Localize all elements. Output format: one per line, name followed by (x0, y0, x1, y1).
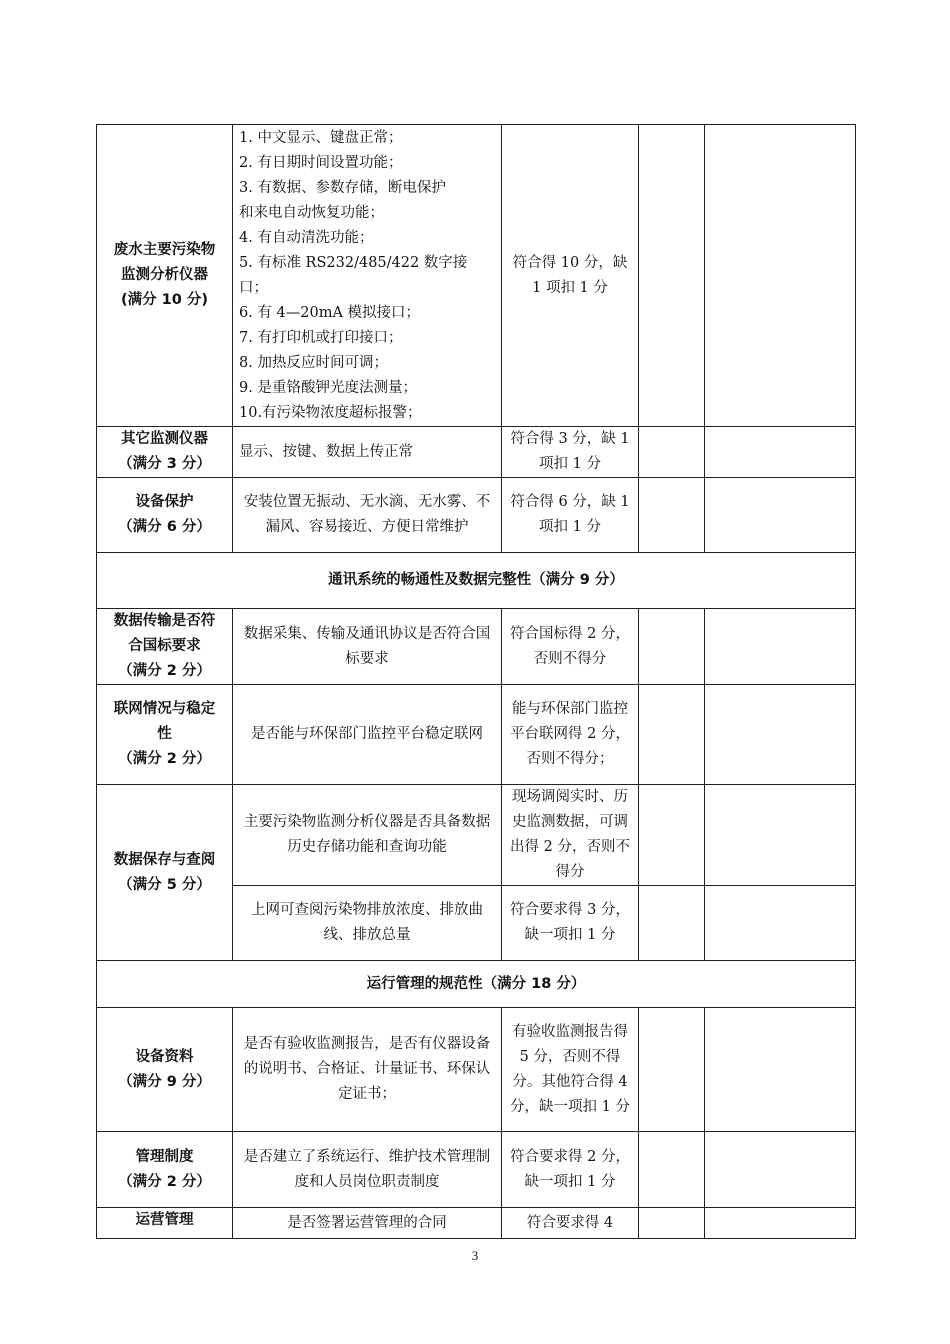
category-cell: 运营管理 (97, 1208, 233, 1239)
criteria-cell: 数据采集、传输及通讯协议是否符合国标要求 (233, 609, 502, 685)
blank-cell (705, 1132, 856, 1208)
category-cell: 废水主要污染物 监测分析仪器 (满分 10 分) (97, 125, 233, 427)
criteria-cell: 是否建立了系统运行、维护技术管理制度和人员岗位职责制度 (233, 1132, 502, 1208)
section-row (97, 961, 856, 1008)
score-cell: 现场调阅实时、历史监测数据，可调出得 2 分，否则不得分 (502, 785, 639, 886)
score-cell: 符合要求得 2 分，缺一项扣 1 分 (502, 1132, 639, 1208)
blank-cell (705, 478, 856, 553)
criteria-cell: 是否能与环保部门监控平台稳定联网 (233, 685, 502, 785)
section-heading: 通讯系统的畅通性及数据完整性（满分 9 分） (97, 553, 856, 609)
blank-cell (705, 1008, 856, 1132)
criteria-cell: 显示、按键、数据上传正常 (233, 427, 502, 478)
blank-cell (639, 1208, 705, 1239)
table-row (97, 785, 856, 886)
criteria-cell: 是否签署运营管理的合同 (233, 1208, 502, 1239)
blank-cell (639, 427, 705, 478)
table-row (97, 1008, 856, 1132)
table-row (97, 685, 856, 785)
category-cell: 管理制度 （满分 2 分） (97, 1132, 233, 1208)
blank-cell (705, 609, 856, 685)
table-row (97, 427, 856, 478)
criteria-cell: 是否有验收监测报告，是否有仪器设备的说明书、合格证、计量证书、环保认定证书； (233, 1008, 502, 1132)
table-row (97, 609, 856, 685)
blank-cell (705, 685, 856, 785)
score-cell: 能与环保部门监控平台联网得 2 分，否则不得分； (502, 685, 639, 785)
category-cell: 设备保护 （满分 6 分） (97, 478, 233, 553)
table-row (97, 478, 856, 553)
blank-cell (639, 609, 705, 685)
score-cell: 有验收监测报告得 5 分，否则不得分。其他符合得 4 分，缺一项扣 1 分 (502, 1008, 639, 1132)
category-cell: 其它监测仪器 （满分 3 分） (97, 427, 233, 478)
blank-cell (639, 886, 705, 961)
category-cell: 数据保存与查阅 （满分 5 分） (97, 785, 233, 961)
score-cell: 符合得 6 分，缺 1 项扣 1 分 (502, 478, 639, 553)
category-cell: 联网情况与稳定 性 （满分 2 分） (97, 685, 233, 785)
category-cell: 数据传输是否符 合国标要求 （满分 2 分） (97, 609, 233, 685)
category-cell: 设备资料 （满分 9 分） (97, 1008, 233, 1132)
score-cell: 符合得 3 分，缺 1 项扣 1 分 (502, 427, 639, 478)
blank-cell (705, 125, 856, 427)
score-cell: 符合要求得 3 分，缺一项扣 1 分 (502, 886, 639, 961)
blank-cell (705, 427, 856, 478)
blank-cell (639, 125, 705, 427)
blank-cell (639, 685, 705, 785)
blank-cell (639, 1132, 705, 1208)
blank-cell (639, 785, 705, 886)
blank-cell (705, 785, 856, 886)
blank-cell (705, 886, 856, 961)
criteria-cell: 主要污染物监测分析仪器是否具备数据历史存储功能和查询功能 (233, 785, 502, 886)
criteria-cell: 1. 中文显示、键盘正常； 2. 有日期时间设置功能； 3. 有数据、参数存储，断电保护 和来电自动恢复功能； 4. 有自动清洗功能； 5. 有标准 RS232/485/422 数字接 口； 6. 有 4—20mA 模拟接口； 7. 有打印机或打印接口； 8. 加热反应时间可调； 9. 是重铬酸钾光度法测量； 10.有污染物浓度超标报警； (233, 125, 502, 427)
criteria-cell: 上网可查阅污染物排放浓度、排放曲线、排放总量 (233, 886, 502, 961)
evaluation-table (96, 124, 856, 1239)
criteria-cell: 安装位置无振动、无水滴、无水雾、不漏风、容易接近、方便日常维护 (233, 478, 502, 553)
page-number: 3 (471, 1248, 479, 1263)
blank-cell (639, 478, 705, 553)
score-cell: 符合国标得 2 分，否则不得分 (502, 609, 639, 685)
table-row (97, 1208, 856, 1239)
score-cell: 符合要求得 4 (502, 1208, 639, 1239)
score-cell: 符合得 10 分，缺 1 项扣 1 分 (502, 125, 639, 427)
blank-cell (705, 1208, 856, 1239)
section-row (97, 553, 856, 609)
table-row (97, 1132, 856, 1208)
table-row (97, 125, 856, 427)
blank-cell (639, 1008, 705, 1132)
section-heading: 运行管理的规范性（满分 18 分） (97, 961, 856, 1008)
